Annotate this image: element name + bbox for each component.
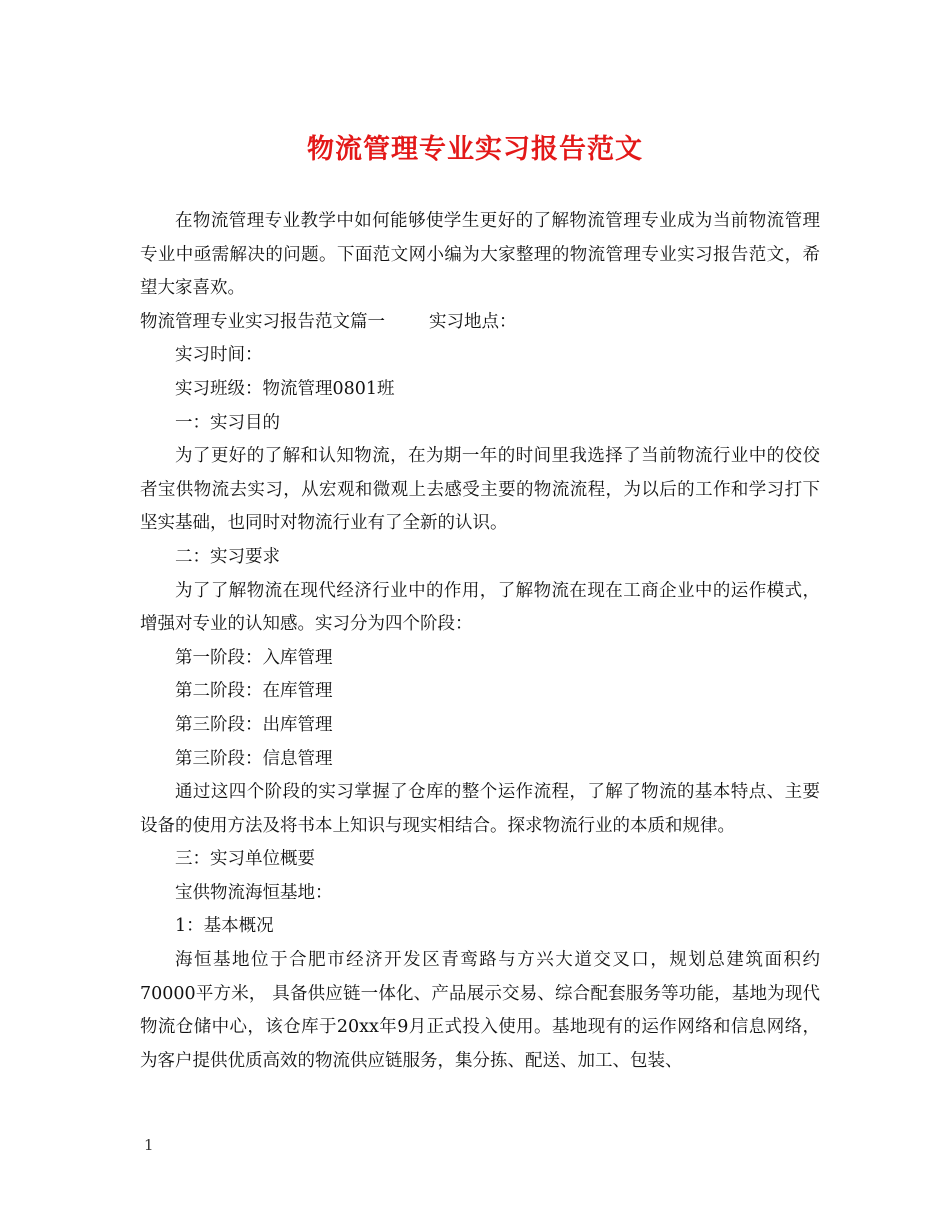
document-title: 物流管理专业实习报告范文 [307, 134, 643, 165]
page-number: 1 [144, 1136, 154, 1154]
heading-requirements: 二：实习要求 [175, 546, 280, 567]
paragraph-stages-summary: 通过这四个阶段的实习掌握了仓库的整个运作流程，了解了物流的基本特点、主要设备的使用方法及将书本上知识与现实相结合。探求物流行业的本质和规律。 [140, 782, 820, 836]
section-heading-title: 物流管理专业实习报告范文篇一 [140, 311, 385, 332]
paragraph-purpose: 为了更好的了解和认知物流，在为期一年的时间里我选择了当前物流行业中的佼佼者宝供物流去实习，从宏观和微观上去感受主要的物流流程，为以后的工作和学习打下坚实基础，也同时对物流行业有了全新的认识。 [140, 446, 820, 534]
list-item-stage-2: 第二阶段：在库管理 [175, 681, 333, 702]
internship-location-label: 实习地点： [429, 311, 517, 332]
paragraph-basic-overview: 海恒基地位于合肥市经济开发区青鸾路与方兴大道交叉口，规划总建筑面积约70000平方米， 具备供应链一体化、产品展示交易、综合配套服务等功能，基地为现代物流仓储中心，该仓库于20xx年9月正式投入使用。基地现有的运作网络和信息网络，为客户提供优质高效的物流供应链服务，集分拣、配送、加工、包装、 [140, 950, 820, 1071]
paragraph-section-heading [140, 306, 820, 340]
heading-purpose: 一：实习目的 [175, 412, 280, 433]
paragraph-internship-class: 实习班级：物流管理0801班 [175, 378, 395, 399]
paragraph-requirements: 为了了解物流在现代经济行业中的作用，了解物流在现在工商企业中的运作模式，增强对专业的认知感。实习分为四个阶段： [140, 580, 820, 635]
list-item-stage-4: 第三阶段：信息管理 [175, 748, 333, 769]
list-item-stage-1: 第一阶段：入库管理 [175, 647, 333, 668]
paragraph-intro: 在物流管理专业教学中如何能够使学生更好的了解物流管理专业成为当前物流管理专业中亟需解决的问题。下面范文网小编为大家整理的物流管理专业实习报告范文，希望大家喜欢。 [140, 211, 820, 299]
paragraph-internship-time: 实习时间： [175, 345, 263, 366]
subheading-basic-overview: 1：基本概况 [175, 916, 274, 937]
document-body [140, 205, 820, 1078]
list-item-stage-3: 第三阶段：出库管理 [175, 714, 333, 735]
heading-company-overview: 三：实习单位概要 [175, 849, 315, 870]
subheading-company-name: 宝供物流海恒基地： [175, 882, 333, 903]
